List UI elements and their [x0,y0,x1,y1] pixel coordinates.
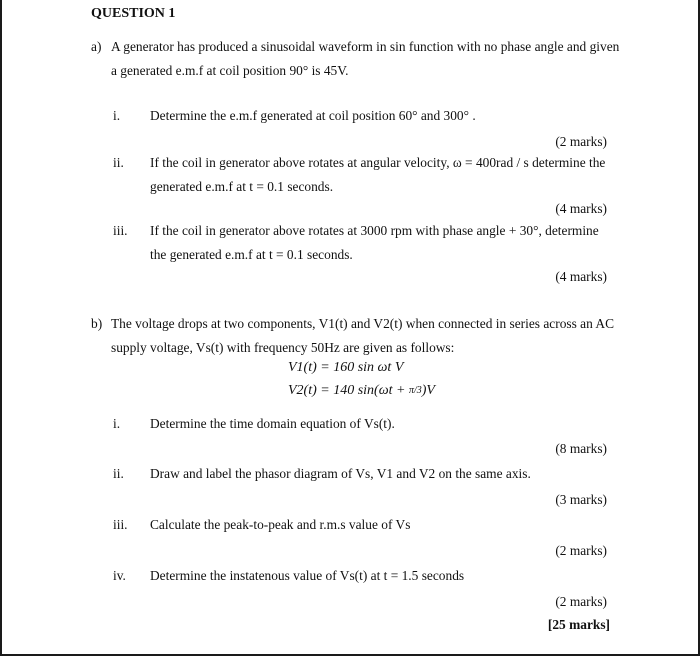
part-a-item-3-line2: the generated e.m.f at t = 0.1 seconds. [150,247,353,262]
equation-v2-frac-num: π [408,384,414,396]
part-b-item-1-marks: (8 marks) [555,441,607,456]
part-a-item-1-numeral: i. [113,108,121,123]
part-b-item-3-text: Calculate the peak-to-peak and r.m.s value of Vs [150,517,411,532]
part-b-item-3-numeral: iii. [113,517,128,532]
part-b-label: b) [91,316,103,331]
total-marks: [25 marks] [547,617,610,632]
part-a-item-3-numeral: iii. [113,223,128,238]
part-a-intro-line2: a generated e.m.f at coil position 90° is 45V. [111,63,349,78]
part-b-item-2-text: Draw and label the phasor diagram of Vs, V1 and V2 on the same axis. [150,466,531,481]
part-a-item-1-marks: (2 marks) [555,134,607,149]
part-b-item-1-numeral: i. [113,416,121,431]
part-a-item-2-marks: (4 marks) [555,201,607,216]
part-a-item-3-line1: If the coil in generator above rotates at 3000 rpm with phase angle + 30°, determine [150,223,599,238]
part-a-item-2-line2: generated e.m.f at t = 0.1 seconds. [150,179,334,194]
part-b-item-2-numeral: ii. [113,466,124,481]
part-b-item-4-numeral: iv. [113,568,126,583]
part-b-intro-line2: supply voltage, Vs(t) with frequency 50Hz are given as follows: [111,340,455,355]
part-a-item-1-text: Determine the e.m.f generated at coil position 60° and 300° . [150,108,476,123]
part-b-item-4-text: Determine the instatenous value of Vs(t) at t = 1.5 seconds [150,568,465,583]
part-a-item-2-line1: If the coil in generator above rotates at angular velocity, ω = 400rad / s determine the [150,155,606,170]
part-b-item-1-text: Determine the time domain equation of Vs(t). [150,416,395,431]
equation-v2-fraction: π/3 [408,384,422,396]
part-b-intro-line1: The voltage drops at two components, V1(t) and V2(t) when connected in series across an AC [111,316,615,331]
part-a-label: a) [91,39,102,54]
equation-v1: V1(t) = 160 sin ωt V [288,360,404,375]
part-a-intro-line1: A generator has produced a sinusoidal waveform in sin function with no phase angle and given [111,39,620,54]
equation-v2-frac-den: 3 [416,384,422,396]
equation-v2 [288,382,435,400]
part-a-item-3-marks: (4 marks) [555,269,607,284]
question-title: QUESTION 1 [91,6,176,21]
equation-v2-prefix: V2(t) = 140 sin(ωt + [288,383,409,398]
page-left-border [0,0,2,656]
part-b-item-3-marks: (2 marks) [555,543,607,558]
part-b-item-2-marks: (3 marks) [555,492,607,507]
part-b-item-4-marks: (2 marks) [555,594,607,609]
equation-v2-suffix: )V [421,383,435,398]
part-a-item-2-numeral: ii. [113,155,124,170]
